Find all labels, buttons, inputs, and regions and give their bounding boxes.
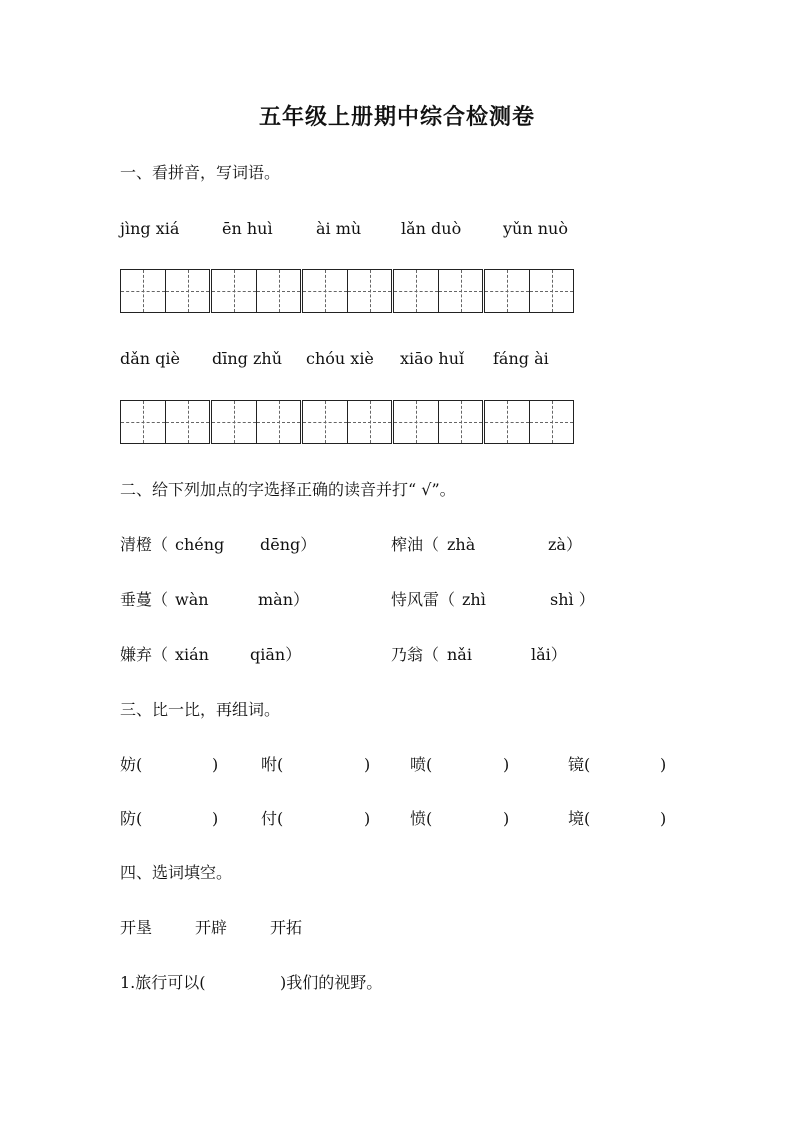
compare-char: 境( [568,809,591,828]
pron-item-word: 垂蔓（ [120,590,169,609]
word-option: 开拓 [270,918,303,937]
compare-char: 喷( [410,755,433,774]
pron-option-a[interactable]: xián [175,645,209,664]
pron-item-word: 恃风雷（ [391,590,456,609]
compare-blank-close[interactable]: ) [212,755,219,774]
pinyin-1-4: lǎn duò [401,219,462,238]
compare-char: 妨( [120,755,143,774]
compare-char: 愤( [410,809,433,828]
writing-box[interactable] [393,269,483,313]
section-2-heading: 二、给下列加点的字选择正确的读音并打“ √”。 [120,480,456,499]
compare-blank-close[interactable]: ) [660,809,667,828]
compare-blank-close[interactable]: ) [503,809,510,828]
pinyin-1-2: ēn huì [222,219,273,238]
question-1-end: )我们的视野。 [280,973,383,992]
writing-box[interactable] [211,400,301,444]
pron-item-word: 榨油（ [391,535,440,554]
compare-char: 防( [120,809,143,828]
word-option: 开辟 [195,918,228,937]
writing-box[interactable] [484,269,574,313]
writing-grid-row-2 [120,400,574,444]
pron-option-b[interactable]: qiān） [250,645,302,664]
compare-char: 付( [261,809,284,828]
page-title: 五年级上册期中综合检测卷 [258,104,535,130]
pron-option-b[interactable]: dēng） [260,535,317,554]
question-1-start: 1.旅行可以( [120,973,206,992]
pron-option-a[interactable]: zhì [462,590,486,609]
pinyin-1-5: yǔn nuò [503,219,568,238]
compare-blank-close[interactable]: ) [660,755,667,774]
compare-char: 镜( [568,755,591,774]
pron-option-a[interactable]: nǎi [447,645,472,664]
pron-option-a[interactable]: wàn [175,590,209,609]
section-4-heading: 四、选词填空。 [120,863,233,882]
pron-option-a[interactable]: chéng [175,535,225,554]
pinyin-1-3: ài mù [316,219,362,238]
pron-option-b[interactable]: shì ） [550,590,595,609]
compare-blank-close[interactable]: ) [364,755,371,774]
writing-grid-row-1 [120,269,574,313]
writing-box[interactable] [302,269,392,313]
pron-option-b[interactable]: màn） [258,590,310,609]
pron-option-b[interactable]: zà） [548,535,582,554]
pinyin-2-2: dīng zhǔ [212,349,283,368]
pinyin-2-5: fáng ài [493,349,549,368]
writing-box[interactable] [211,269,301,313]
writing-box[interactable] [484,400,574,444]
word-option: 开垦 [120,918,153,937]
writing-box[interactable] [120,269,210,313]
compare-blank-close[interactable]: ) [212,809,219,828]
pron-option-a[interactable]: zhà [447,535,476,554]
pron-item-word: 嫌弃（ [120,645,169,664]
writing-box[interactable] [393,400,483,444]
pron-item-word: 清橙（ [120,535,169,554]
writing-box[interactable] [120,400,210,444]
pron-option-b[interactable]: lǎi） [531,645,567,664]
pinyin-2-4: xiāo huǐ [400,349,465,368]
compare-blank-close[interactable]: ) [364,809,371,828]
pron-item-word: 乃翁（ [391,645,440,664]
writing-box[interactable] [302,400,392,444]
pinyin-1-1: jìng xiá [120,219,180,238]
section-3-heading: 三、比一比，再组词。 [120,700,281,719]
section-1-heading: 一、看拼音，写词语。 [120,163,281,182]
pinyin-2-1: dǎn qiè [120,349,180,368]
compare-blank-close[interactable]: ) [503,755,510,774]
compare-char: 咐( [261,755,284,774]
pinyin-2-3: chóu xiè [306,349,374,368]
